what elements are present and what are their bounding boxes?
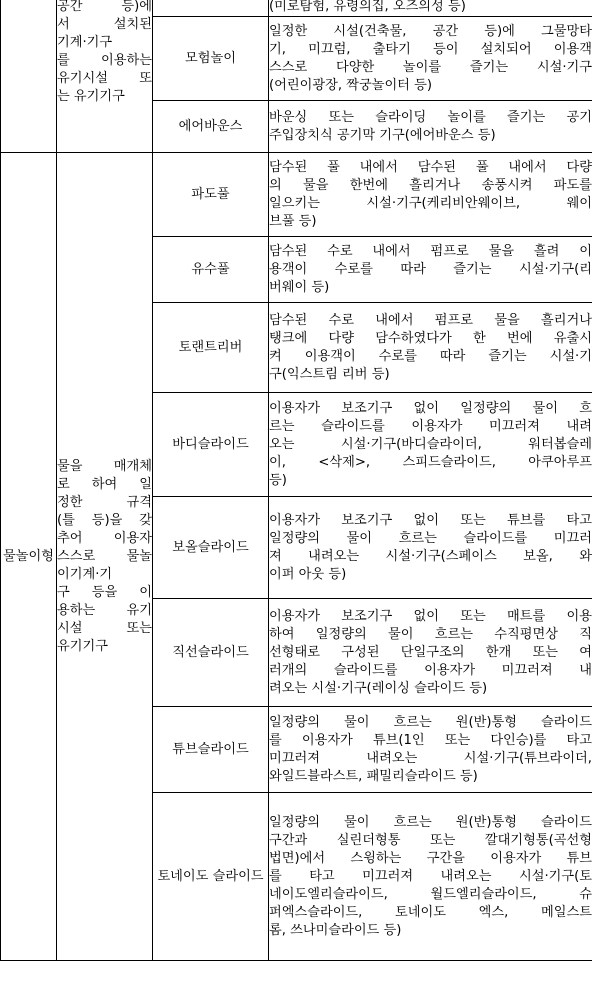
description-line: 를 이용자가 튜브(1인 또는 다인승)를 타고 — [269, 732, 592, 748]
description-line: 담수된 수로 내에서 펌프로 물을 흘리거나 — [269, 312, 592, 328]
description-line: 르는 슬라이드를 이용자가 미끄러져 내려 — [269, 418, 592, 434]
description-line: 이용자가 보조기구 없이 또는 튜브를 타고 — [269, 512, 592, 528]
description-line: 탱크에 다량 담수하였다가 한 번에 유출시 — [269, 330, 592, 346]
definition-line: 기계·기구 — [57, 35, 113, 50]
description-line: 이용자가 보조기구 없이 일정량의 물이 흐 — [269, 400, 592, 416]
description-line: 구간과 실린더형통 또는 깔대기형통(곡선형 — [269, 832, 592, 848]
description-line: 주입장치식 공기막 기구(에어바운스 등) — [269, 127, 496, 143]
description-line: 이퍼 아웃 등) — [269, 566, 347, 582]
facility-description-cell — [269, 497, 592, 599]
definition-cell — [57, 153, 153, 961]
facility-description-cell — [269, 237, 592, 303]
description-line: 하여 일정량의 물이 흐르는 수직평면상 직 — [269, 626, 592, 642]
table-row — [1, 153, 592, 237]
facility-name-cell: 직선슬라이드 — [153, 599, 269, 707]
definition-cell — [57, 0, 153, 153]
definition-line: 공간 등)에 — [57, 0, 152, 14]
facility-name-cell: 보올슬라이드 — [153, 497, 269, 599]
facility-name-cell: 파도풀 — [153, 153, 269, 237]
definition-line: 로 하여 일 — [57, 476, 152, 492]
facility-name-cell — [153, 0, 269, 17]
facility-description-cell — [269, 17, 592, 101]
category-cell-empty — [1, 0, 57, 153]
description-line: 선형태로 구성된 단일구조의 한개 또는 여 — [269, 644, 592, 660]
definition-line: 유기기구 — [57, 638, 108, 654]
definition-line: 구 등을 이 — [57, 584, 152, 600]
description-line: 오는 시설·기구(바디슬라이더, 워터봅슬레 — [269, 436, 592, 452]
description-line: 러개의 슬라이드를 이용자가 미끄러져 내 — [269, 662, 592, 678]
definition-line: 스스로 물놀 — [57, 548, 152, 564]
description-line: 스스로 다양한 놀이를 즐기는 시설·기구 — [269, 59, 592, 75]
definition-line: (틀 등)을 갖 — [57, 512, 152, 528]
definition-line: 이기계·기 — [57, 566, 113, 582]
description-line: 퍼엑스슬라이드, 토네이도 엑스, 메일스트 — [269, 904, 592, 920]
description-line: 의 물을 한번에 흘리거나 송풍시켜 파도를 — [269, 177, 592, 193]
description-line: 려오는 시설·기구(레이싱 슬라이드 등) — [269, 680, 488, 696]
facility-name-cell: 모험놀이 — [153, 17, 269, 101]
definition-line: 시설 또는 — [57, 620, 152, 636]
description-line: 를 타고 미끄러져 내려오는 시설·기구(토 — [269, 868, 592, 884]
description-line: 브풀 등) — [269, 213, 317, 229]
description-line: 미끄러져 내려오는 시설·기구(튜브라이더, — [269, 750, 592, 766]
definition-line: 서 설치된 — [57, 17, 152, 32]
definition-line: 물을 매개체 — [57, 458, 152, 474]
description-line: 일정량의 물이 흐르는 원(반)통형 슬라이드 — [269, 714, 592, 730]
description-line: 일정량의 물이 흐르는 원(반)통형 슬라이드 — [269, 814, 592, 830]
facility-description-cell — [269, 153, 592, 237]
description-line: 일으키는 시설·기구(케리비안웨이브, 웨이 — [269, 195, 592, 211]
description-line: 담수된 풀 내에서 담수된 풀 내에서 다량 — [269, 159, 592, 175]
facility-description-cell — [269, 0, 592, 17]
definition-line: 용하는 유기 — [57, 602, 152, 618]
description-line: 일정량의 물이 흐르는 슬라이드를 미끄러 — [269, 530, 592, 546]
description-line: 법면)에서 스윙하는 구간을 이용자가 튜브 — [269, 850, 592, 866]
facility-name-cell: 토네이도 슬라이드 — [153, 793, 269, 961]
facility-description-cell — [269, 101, 592, 153]
facility-name-cell: 에어바운스 — [153, 101, 269, 153]
category-cell — [1, 153, 57, 961]
definition-line: 를 이용하는 — [57, 53, 152, 68]
facility-description-cell — [269, 707, 592, 793]
facility-description-cell — [269, 599, 592, 707]
definition-line: 추어 이용자 — [57, 530, 152, 546]
description-line: (어린이광장, 짝궁놀이터 등) — [269, 77, 432, 93]
facility-name-cell: 튜브슬라이드 — [153, 707, 269, 793]
description-line: 기, 미끄럼, 출타기 등이 설치되어 이용객 — [269, 41, 592, 57]
definition-line: 유기시설 또 — [57, 71, 152, 86]
description-line: 일정한 시설(건축물, 공간 등)에 그물망타 — [269, 23, 592, 39]
facility-description-cell — [269, 793, 592, 961]
description-line: 이, <삭제>, 스피드슬라이드, 아쿠아루프 — [269, 454, 592, 470]
description-line: 켜 이용객이 수로를 따라 즐기는 시설·기 — [269, 348, 592, 364]
description-line: 구(익스트림 리버 등) — [269, 366, 390, 382]
table-row — [1, 0, 592, 17]
description-line: 져 내려오는 시설·기구(스페이스 보올, 와 — [269, 548, 592, 564]
definition-line: 정한 규격 — [57, 494, 152, 510]
description-line: 롬, 쓰나미슬라이드 등) — [269, 922, 402, 938]
description-line: 바운싱 또는 슬라이딩 놀이를 즐기는 공기 — [269, 109, 592, 125]
description-line: 용객이 수로를 따라 즐기는 시설·기구(리 — [269, 261, 592, 277]
description-line: 담수된 수로 내에서 펌프로 물을 흘려 이 — [269, 243, 592, 259]
facility-description-cell — [269, 393, 592, 497]
facility-name-cell: 토랜트리버 — [153, 303, 269, 393]
description-line: 와일드블라스트, 패밀리슬라이드 등) — [269, 768, 478, 784]
definition-line: 는 유기기구 — [57, 89, 125, 104]
description-line: 등) — [269, 472, 287, 488]
category-label-line: 물놀이형 — [3, 548, 54, 564]
description-line: 버웨이 등) — [269, 279, 330, 295]
facility-name-cell: 유수풀 — [153, 237, 269, 303]
facility-description-cell — [269, 303, 592, 393]
description-line: 이용자가 보조기구 없이 또는 매트를 이용 — [269, 608, 592, 624]
facility-name-cell: 바디슬라이드 — [153, 393, 269, 497]
description-line: (미로탐험, 유령의집, 오즈의성 등) — [269, 0, 466, 14]
description-line: 네이도엘리슬라이드, 월드엘리슬라이드, 슈 — [269, 886, 592, 902]
